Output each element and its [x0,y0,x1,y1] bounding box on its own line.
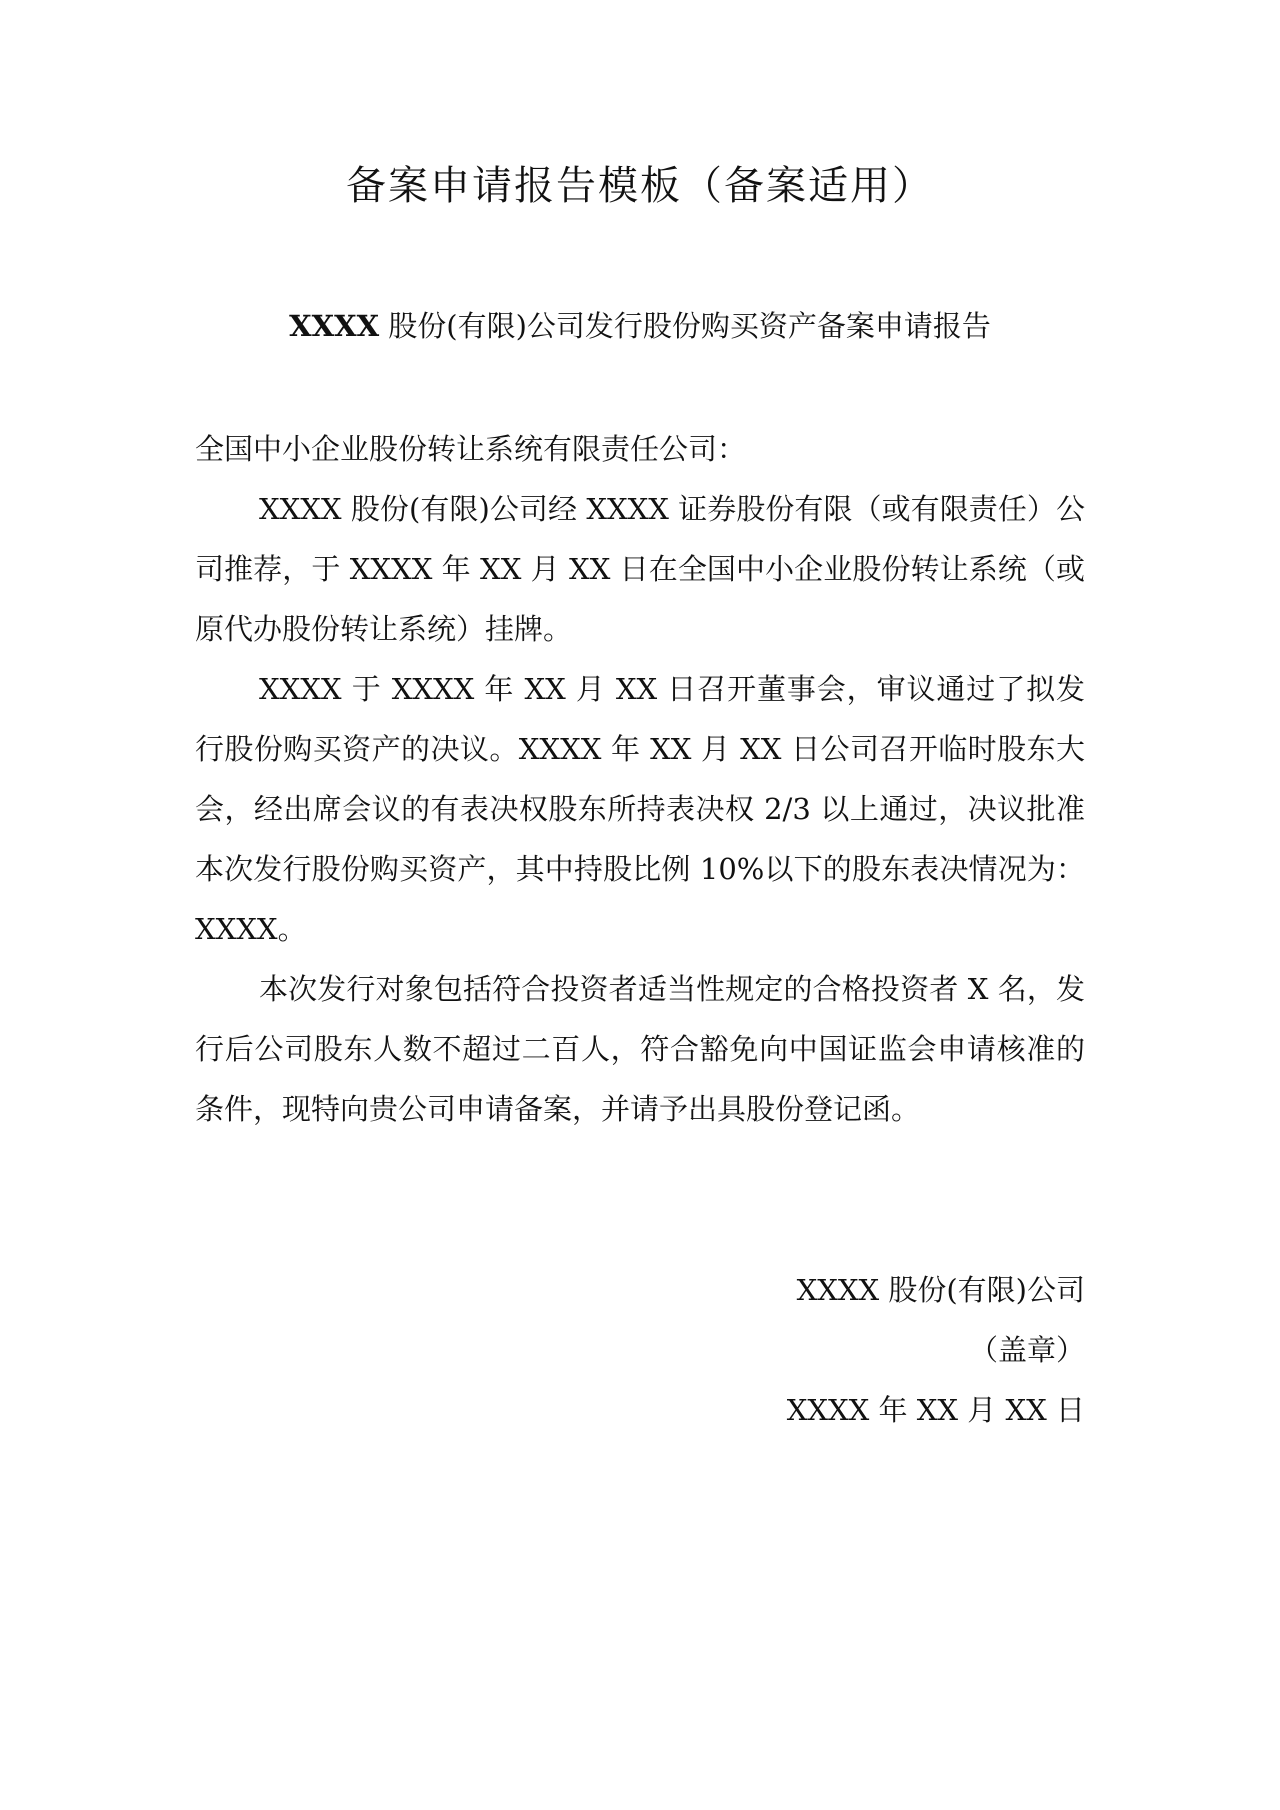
signature-date: XXXX 年 XX 月 XX 日 [786,1393,1085,1427]
paragraph-application: 本次发行对象包括符合投资者适当性规定的合格投资者 X 名，发行后公司股东人数不超过二百人，符合豁免向中国证监会申请核准的条件，现特向贵公司申请备案，并请予出具股份登记函。 [195,972,1085,1126]
paragraph-resolution: XXXX 于 XXXX 年 XX 月 XX 日召开董事会，审议通过了拟发行股份购买资产的决议。XXXX 年 XX 月 XX 日公司召开临时股东大会，经出席会议的有表决权股东所持表决权 2/3 以上通过，决议批准本次发行股份购买资产，其中持股比例 10%以下的股东表决情况为：XXXX。 [195,672,1085,946]
report-heading-text: 股份(有限)公司发行股份购买资产备案申请报告 [379,309,991,343]
report-heading-company: XXXX [289,309,380,343]
salutation: 全国中小企业股份转让系统有限责任公司： [195,432,747,466]
document-title: 备案申请报告模板（备案适用） [346,163,934,209]
report-heading [0,306,1280,346]
signature-company: XXXX 股份(有限)公司 [796,1273,1085,1307]
signature-block [565,1260,1085,1440]
paragraph-recommendation: XXXX 股份(有限)公司经 XXXX 证券股份有限（或有限责任）公司推荐，于 XXXX 年 XX 月 XX 日在全国中小企业股份转让系统（或原代办股份转让系统）挂牌。 [195,492,1085,646]
signature-seal: （盖章） [968,1333,1085,1367]
